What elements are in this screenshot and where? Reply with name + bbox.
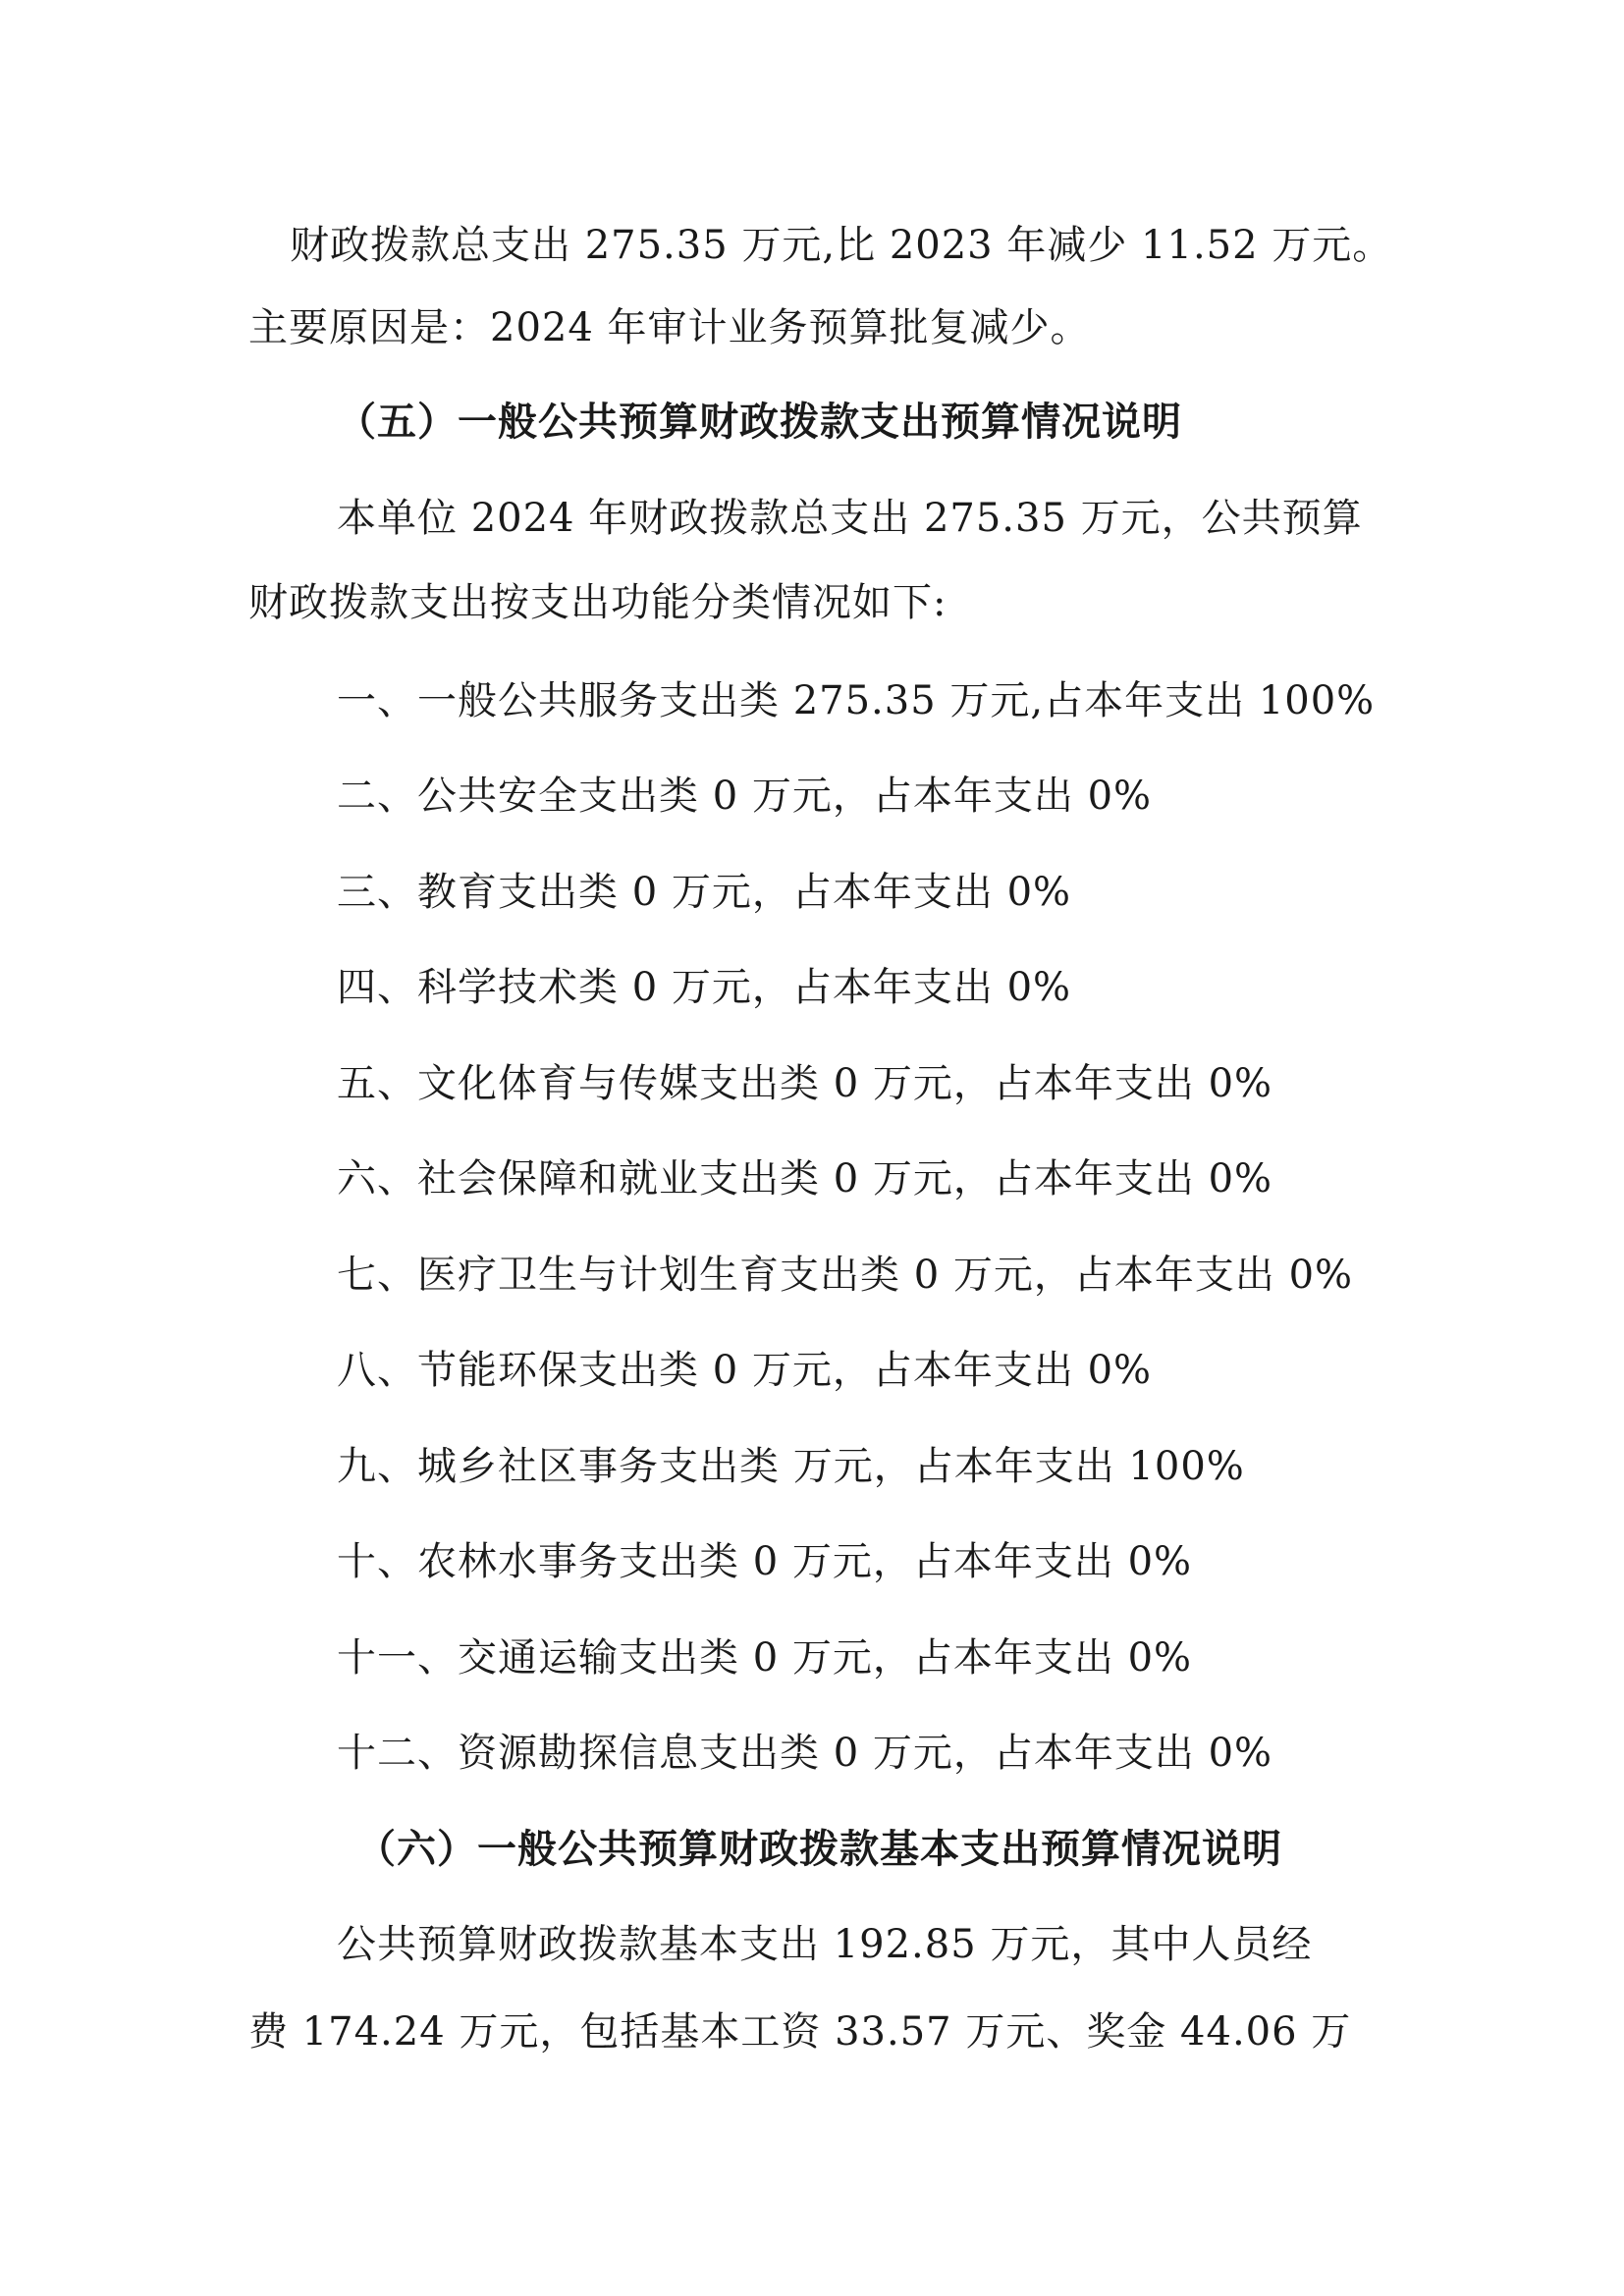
section-6-line-1: 公共预算财政拨款基本支出 192.85 万元，其中人员经 [337,1922,1313,1967]
expense-item-12: 十二、资源勘探信息支出类 0 万元，占本年支出 0% [337,1731,1273,1776]
section-5-heading: （五）一般公共预算财政拨款支出预算情况说明 [337,399,1182,445]
expense-item-7: 七、医疗卫生与计划生育支出类 0 万元，占本年支出 0% [337,1253,1354,1298]
expense-item-1: 一、一般公共服务支出类 275.35 万元,占本年支出 100% [337,678,1376,723]
expense-item-9: 九、城乡社区事务支出类 万元，占本年支出 100% [337,1444,1245,1489]
expense-item-3: 三、教育支出类 0 万元，占本年支出 0% [337,870,1072,915]
expense-item-10: 十、农林水事务支出类 0 万元，占本年支出 0% [337,1539,1193,1584]
paragraph-1-line-1: 财政拨款总支出 275.35 万元,比 2023 年减少 11.52 万元。 [290,223,1393,268]
expense-item-11: 十一、交通运输支出类 0 万元，占本年支出 0% [337,1635,1193,1681]
expense-item-6: 六、社会保障和就业支出类 0 万元，占本年支出 0% [337,1156,1273,1201]
section-6-heading: （六）一般公共预算财政拨款基本支出预算情况说明 [356,1826,1282,1872]
expense-item-5: 五、文化体育与传媒支出类 0 万元，占本年支出 0% [337,1061,1273,1106]
section-5-intro-line-1: 本单位 2024 年财政拨款总支出 275.35 万元，公共预算 [337,496,1363,541]
section-6-line-2: 费 174.24 万元，包括基本工资 33.57 万元、奖金 44.06 万 [248,2009,1352,2055]
paragraph-1-line-2: 主要原因是：2024 年审计业务预算批复减少。 [248,305,1091,350]
expense-item-2: 二、公共安全支出类 0 万元，占本年支出 0% [337,774,1153,819]
expense-item-8: 八、节能环保支出类 0 万元，占本年支出 0% [337,1348,1153,1393]
section-5-intro-line-2: 财政拨款支出按支出功能分类情况如下: [248,580,947,625]
expense-item-4: 四、科学技术类 0 万元，占本年支出 0% [337,965,1072,1010]
